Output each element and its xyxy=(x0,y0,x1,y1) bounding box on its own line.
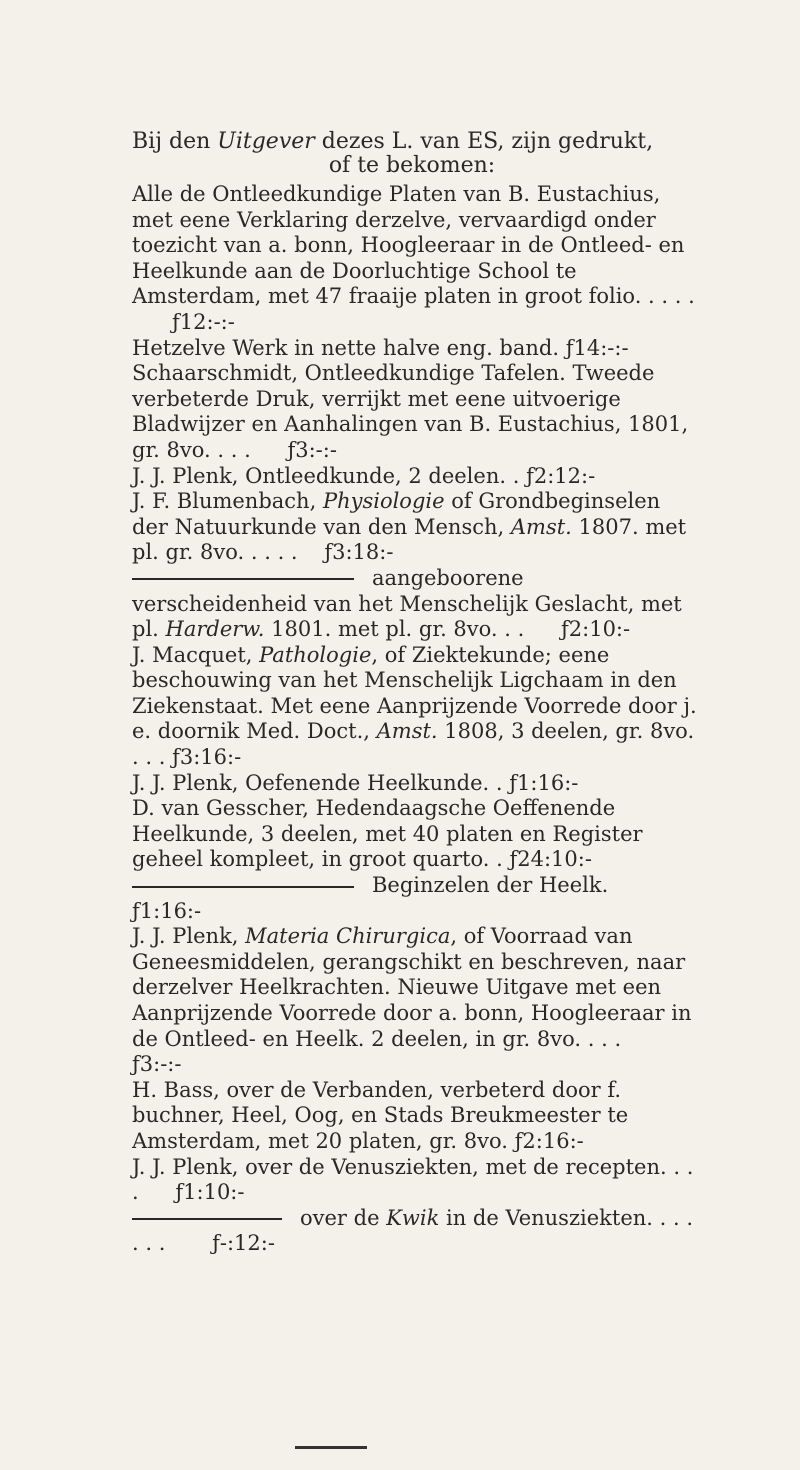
entry-price: ƒ-:12:- xyxy=(212,1231,275,1256)
entry-text: J. J. Plenk, xyxy=(132,924,246,949)
entry-text: Hetzelve Werk in nette halve eng. band. xyxy=(132,335,560,360)
entry-price: ƒ14:-:- xyxy=(565,335,629,360)
entry-price: ƒ3:-:- xyxy=(132,1052,182,1077)
book-entry-eustachius-platen xyxy=(132,182,702,336)
book-entry-bass-verbanden xyxy=(132,1078,702,1155)
entry-text: , of Voorraad van Geneesmiddelen, gerangschikt en beschreven, naar derzelver Heelkrachten. Nieuwe Uitgave met een Aanprijzende Voorrede door a. bonn, Hoogleeraar in de Ontleed- en Heelk. 2 deelen, in gr. 8vo. . . . xyxy=(132,924,692,1051)
entry-text: of Grondbeginselen der Natuurkunde van den Mensch, xyxy=(132,489,661,539)
entry-price: ƒ1:10:- xyxy=(175,1180,245,1205)
entry-text: Alle de Ontleedkundige Platen van B. Eustachius, met eene Verklaring derzelve, vervaardigd onder toezicht van a. bonn, Hoogleeraar in de Ontleed- en Heelkunde aan de Doorluchtige School te Amsterdam, met 47 fraaije platen in groot folio. . . . . xyxy=(132,182,695,309)
entry-place: Harderw. xyxy=(165,617,265,642)
heading-pre: Bij den xyxy=(132,129,218,154)
book-entry-plenk-heelkunde xyxy=(132,771,702,797)
entry-price: ƒ24:10:- xyxy=(509,847,592,872)
ditto-rule xyxy=(132,578,354,580)
book-entry-blumenbach-physiologie xyxy=(132,489,702,566)
entry-title: Pathologie xyxy=(259,642,372,667)
ditto-rule xyxy=(132,1218,282,1220)
entry-text: over de xyxy=(300,1205,387,1230)
entry-text: Schaarschmidt, Ontleedkundige Tafelen. Tweede verbeterde Druk, verrijkt met eene uitvoerige Bladwijzer en Aanhalingen van B. Eustachius, 1801, gr. 8vo. . . . xyxy=(132,361,689,462)
entry-price: ƒ3:-:- xyxy=(287,437,337,462)
entry-text: J. F. Blumenbach, xyxy=(132,489,323,514)
entry-text: 1808, 3 deelen, gr. 8vo. . . . xyxy=(132,719,695,770)
entry-title: Kwik xyxy=(386,1205,440,1230)
book-entry-plenk-ontleedkunde xyxy=(132,464,702,490)
entry-price: ƒ2:12:- xyxy=(526,463,596,488)
book-entry-gesscher-beginzelen xyxy=(132,873,702,924)
book-entry-blumenbach-verscheidenheid xyxy=(132,566,702,643)
entry-text: , of Ziektekunde; eene beschouwing van het Menschelijk Ligchaam in den Ziekenstaat. Met eene Aanprijzende Voorrede door j. e. doornik Med. Doct., xyxy=(132,642,697,744)
entry-price: ƒ2:10:- xyxy=(561,617,631,642)
book-list xyxy=(132,182,702,1257)
heading-publisher-word: Uitgever xyxy=(217,129,315,154)
book-entry-macquet-pathologie xyxy=(132,643,702,771)
entry-text: aangeboorene verscheidenheid van het Menschelijk Geslacht, met pl. xyxy=(132,565,682,642)
book-entry-schaarschmidt xyxy=(132,361,702,463)
entry-price: ƒ2:16:- xyxy=(514,1128,584,1153)
entry-text: J. J. Plenk, Ontleedkunde, 2 deelen. . xyxy=(132,463,520,488)
entry-price: ƒ3:18:- xyxy=(324,540,394,565)
entry-text: Beginzelen der Heelk. xyxy=(372,873,609,898)
entry-price: ƒ1:16:- xyxy=(509,770,579,795)
entry-price: ƒ3:16:- xyxy=(172,745,242,770)
entry-place: Amst. xyxy=(510,514,572,539)
entry-price: ƒ1:16:- xyxy=(132,898,202,923)
advertisement-heading xyxy=(132,130,692,178)
entry-text: J. J. Plenk, over de Venusziekten, met de recepten. . . . xyxy=(132,1154,694,1205)
heading-line1 xyxy=(132,129,653,154)
ditto-rule xyxy=(132,886,354,888)
entry-title: Physiologie xyxy=(322,489,445,514)
entry-title: Materia Chirurgica xyxy=(245,924,451,949)
closing-rule xyxy=(295,1446,367,1449)
heading-post: dezes L. van ES, zijn gedrukt, xyxy=(314,129,654,154)
entry-text: J. Macquet, xyxy=(132,642,260,667)
entry-text: 1801. met pl. gr. 8vo. . . xyxy=(264,617,525,642)
entry-text: H. Bass, over de Verbanden, verbeterd door f. buchner, Heel, Oog, en Stads Breukmeester te Amsterdam, met 20 platen, gr. 8vo. xyxy=(132,1077,629,1153)
entry-place: Amst. xyxy=(376,719,438,744)
book-entry-gesscher xyxy=(132,796,702,873)
entry-text: D. van Gesscher, Hedendaagsche Oeffenende Heelkunde, 3 deelen, met 40 platen en Register geheel kompleet, in groot quarto. . xyxy=(132,796,643,872)
entry-price: ƒ12:-:- xyxy=(172,309,235,334)
entry-text: in de Venusziekten. . . . . . . xyxy=(132,1205,693,1256)
book-entry-plenk-venusziekten xyxy=(132,1155,702,1206)
book-entry-plenk-kwik xyxy=(132,1206,702,1257)
heading-line2: of te bekomen: xyxy=(328,153,496,178)
book-entry-halve-band xyxy=(132,336,702,362)
entry-text: 1807. met pl. gr. 8vo. . . . . xyxy=(132,514,687,565)
entry-text: J. J. Plenk, Oefenende Heelkunde. . xyxy=(132,770,503,795)
book-entry-plenk-materia xyxy=(132,924,702,1078)
